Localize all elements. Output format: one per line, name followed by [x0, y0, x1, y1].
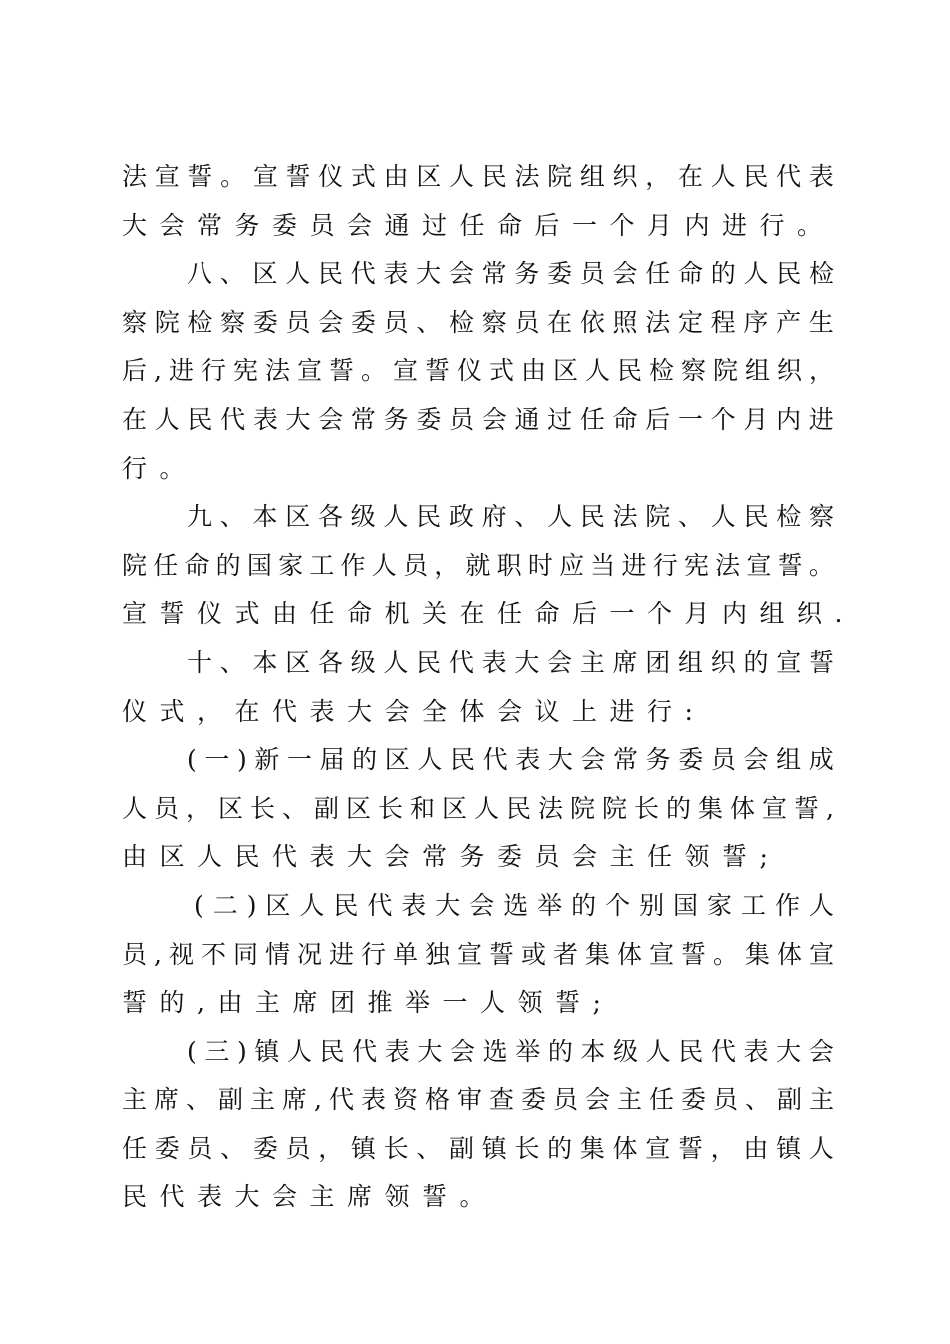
text-line: 后 , 进 行 宪 法 宣 誓 。 宣 誓 仪 式 由 区 人 民 检 察 院 组 织 ，	[122, 356, 834, 386]
text-line: 由区人民代表大会常务委员会主任领誓;	[122, 842, 781, 872]
text-line: 法 宣 誓 。 宣 誓 仪 式 由 区 人 民 法 院 组 织 ， 在 人 民 代 表	[122, 162, 834, 191]
text-line: 十 、 本 区 各 级 人 民 代 表 大 会 主 席 团 组 织 的 宣 誓	[187, 647, 834, 677]
text-line: 行。	[122, 453, 198, 483]
text-line: 院 任 命 的 国 家 工 作 人 员 ， 就 职 时 应 当 进 行 宪 法 宣 誓 。	[122, 550, 834, 580]
text-line: 仪式，在代表大会全体会议上进行:	[122, 696, 706, 726]
text-line: 九 、 本 区 各 级 人 民 政 府 、 人 民 法 院 、 人 民 检 察	[187, 502, 834, 532]
text-line: ( 一 ) 新 一 届 的 区 人 民 代 表 大 会 常 务 委 员 会 组 成	[187, 745, 834, 775]
text-line: 宣誓仪式由任命机关在任命后一个月内组织.	[122, 599, 855, 629]
text-line: 誓的,由主席团推举一人领誓;	[122, 988, 614, 1018]
text-line: 民代表大会主席领誓。	[122, 1182, 498, 1212]
text-line: ( 二 ) 区 人 民 代 表 大 会 选 举 的 个 别 国 家 工 作 人	[194, 890, 834, 920]
text-line: 大会常务委员会通过任命后一个月内进行。	[122, 210, 835, 240]
text-line: 察 院 检 察 委 员 会 委 员 、 检 察 员 在 依 照 法 定 程 序 产 生	[122, 307, 834, 337]
text-line: 主 席 、 副 主 席 , 代 表 资 格 审 查 委 员 会 主 任 委 员 、 副 主	[122, 1085, 834, 1115]
text-line: 员 , 视 不 同 情 况 进 行 单 独 宣 誓 或 者 集 体 宣 誓 。 集 体 宣	[122, 939, 834, 969]
text-line: 人 员 ， 区 长 、 副 区 长 和 区 人 民 法 院 院 长 的 集 体 宣 誓 ,	[122, 793, 834, 823]
text-line: 八 、 区 人 民 代 表 大 会 常 务 委 员 会 任 命 的 人 民 检	[187, 259, 834, 289]
text-line: 在 人 民 代 表 大 会 常 务 委 员 会 通 过 任 命 后 一 个 月 内 进	[122, 404, 834, 434]
text-line: 任 委 员 、 委 员 ， 镇 长 、 副 镇 长 的 集 体 宣 誓 ， 由 镇 人	[122, 1133, 834, 1163]
body-text	[122, 153, 855, 1222]
text-line: ( 三 ) 镇 人 民 代 表 大 会 选 举 的 本 级 人 民 代 表 大 会	[187, 1036, 834, 1066]
